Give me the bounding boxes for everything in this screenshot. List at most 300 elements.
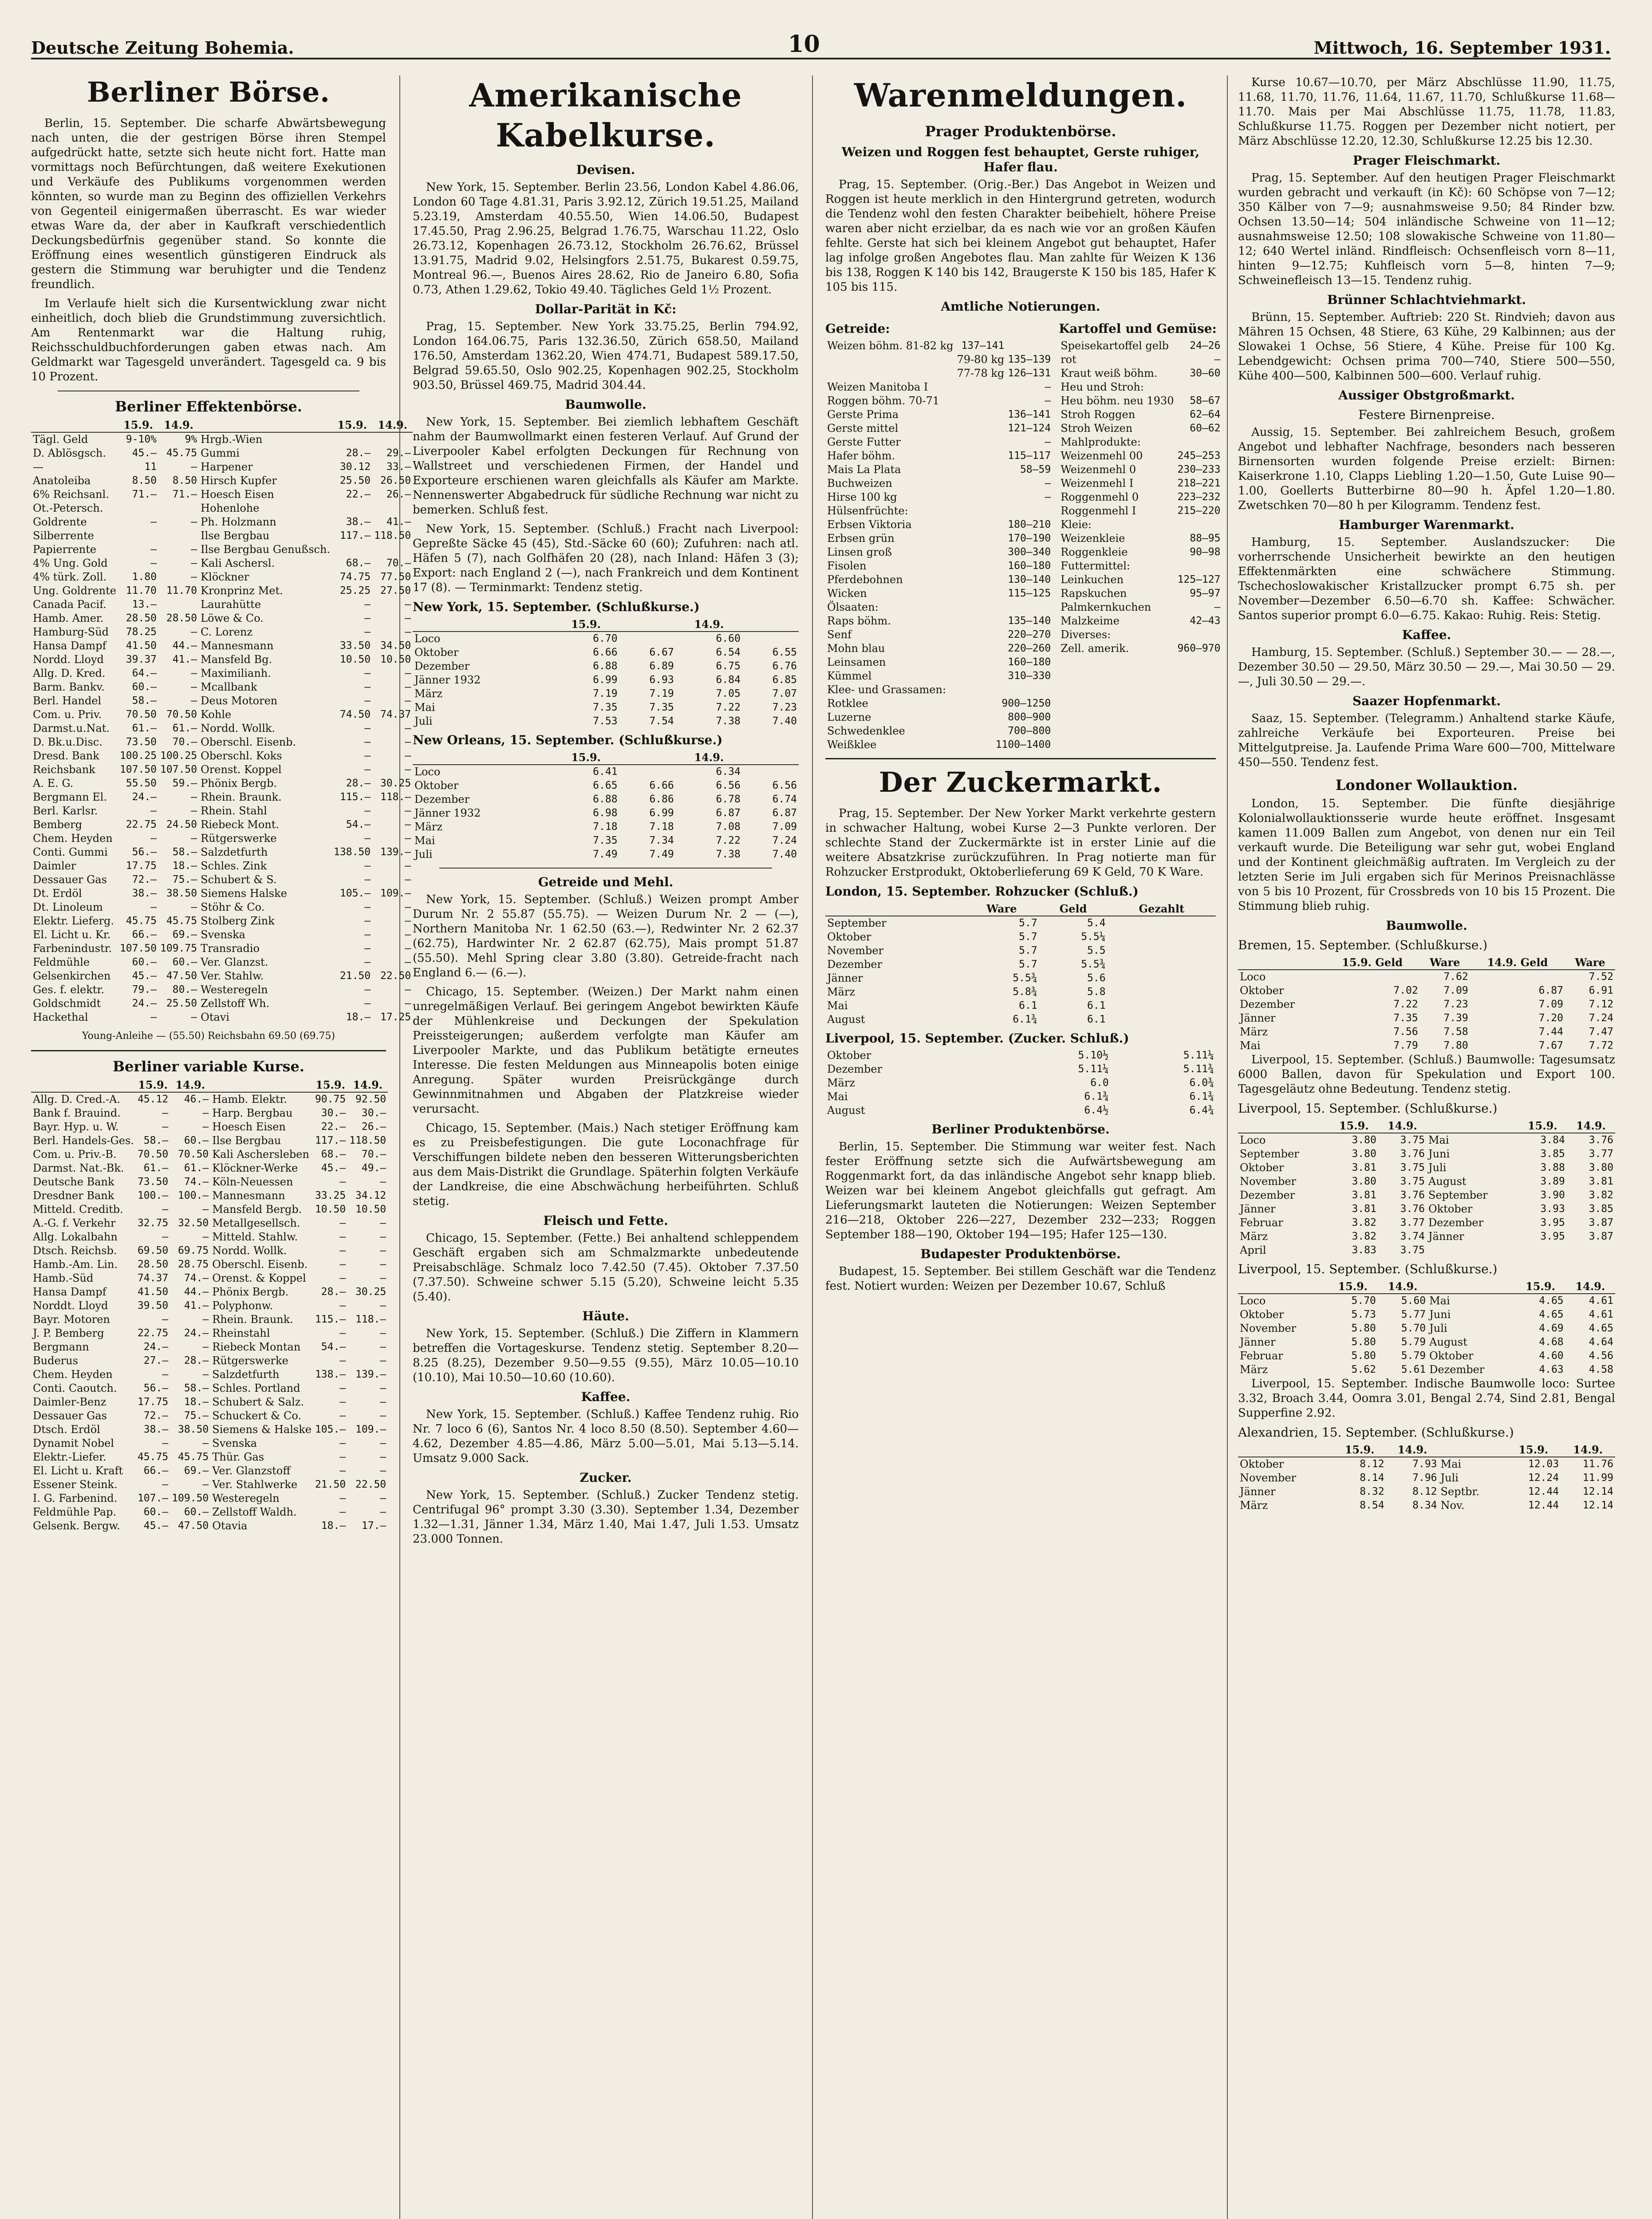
table-cell <box>825 367 955 380</box>
article-paragraph: Liverpool, 15. September. (Schluß.) Baumwolle: Tagesumsatz 6000 Ballen, davon für Spekulation und Export 100. Tagesgeläutz ohne Bedeutung. Tendenz stetig. <box>1238 1053 1615 1096</box>
table-cell: 3.82 <box>1589 1189 1613 1201</box>
table-row <box>31 1203 388 1216</box>
table-cell <box>1168 559 1222 573</box>
table-cell: C. Lorenz <box>201 626 253 638</box>
table-cell: 3.75 <box>1400 1244 1425 1256</box>
table-cell: Septbr. <box>1440 1485 1480 1498</box>
article-paragraph: Chicago, 15. September. (Weizen.) Der Markt nahm einen unregelmäßigen Verlauf. Bei geringem Angebot bewirkten Käufe der Mühlenkreise und Deckungen der Spekulation Preissteigerungen; außerdem verfolgte man Käufer am Liverpooler Markte, und das Publikum betätigte erneutes Interesse. Die festen Meldungen aus Minneapolis boten einige Anregung. Später wurden Preisrückgänge durch Gewinnmitnahmen und Abgaben der Platzkreise wieder verursacht. <box>413 985 799 1116</box>
table-cell: — <box>380 1259 386 1270</box>
table-header-cell: 14.9. <box>170 1078 210 1092</box>
table-header-cell: Ware <box>964 902 1039 916</box>
table-cell: 30.25 <box>380 778 411 789</box>
table-cell: Mitteld. Stahlw. <box>212 1231 298 1243</box>
table-cell: — <box>405 860 411 872</box>
table-row <box>825 697 1053 711</box>
table-cell <box>1108 971 1216 985</box>
table-cell: 7.35 <box>593 835 618 846</box>
table-cell: 7.35 <box>593 702 618 713</box>
section-heading: Brünner Schlachtviehmarkt. <box>1327 292 1526 307</box>
table-cell: Hansa Dampf <box>33 1286 106 1298</box>
table-row <box>413 632 799 646</box>
table-header-cell: 15.9. <box>332 418 372 432</box>
table-cell <box>955 408 1006 422</box>
table-cell: — <box>191 791 197 803</box>
table-row <box>413 820 799 834</box>
table-cell: Dessauer Gas <box>33 873 107 886</box>
table-cell: Hansa Dampf <box>33 640 106 652</box>
table-cell: 6.85 <box>772 674 797 686</box>
table-cell: rot <box>1061 353 1076 366</box>
table-cell: Mai <box>414 701 435 714</box>
table-cell: 5.62 <box>1351 1364 1376 1375</box>
new-orleans-cotton-table <box>413 750 799 861</box>
table-cell: Dezember <box>1428 1216 1484 1229</box>
table-cell: Senf <box>827 628 852 641</box>
article-paragraph: Prag, 15. September. New York 33.75.25, Berlin 794.92, London 164.06.75, Paris 132.36.50, Zürich 658.50, Mailand 176.50, Amsterdam 1362.20, Wien 474.71, Budapest 589.17.50, Belgrad 59.65.50, Oslo 902.25, Kopenhagen 902.25, Stockholm 903.50, Brüssel 469.75, Madrid 304.44. <box>413 320 799 392</box>
table-cell: Mitteld. Creditb. <box>33 1203 123 1216</box>
table-header-cell <box>742 750 799 765</box>
table-cell: — <box>162 1314 169 1325</box>
table-cell: — <box>364 626 371 638</box>
section-heading: Häute. <box>582 1309 629 1323</box>
table-cell: Oktober <box>1240 984 1284 997</box>
table-row <box>31 474 413 488</box>
table-cell: Loco <box>1240 1295 1266 1307</box>
table-cell: 12.03 <box>1528 1458 1559 1470</box>
table-cell: Mannesmann <box>212 1189 285 1202</box>
table-cell: — <box>405 667 411 679</box>
table-row <box>31 845 413 859</box>
table-cell: 6% Reichsanl. <box>33 488 109 501</box>
table-cell: D. Ablösgsch. <box>33 447 106 459</box>
section-heading: Aussiger Obstgroßmarkt. <box>1338 388 1515 403</box>
table-cell: — <box>364 764 371 775</box>
table-row <box>1238 1363 1615 1377</box>
column-3 <box>825 75 1221 2219</box>
table-cell: 58.— <box>132 695 157 707</box>
table-cell: Nordd. Wollk. <box>212 1244 287 1257</box>
table-cell: — <box>339 1327 346 1339</box>
table-row <box>31 1244 388 1258</box>
table-cell: 3.80 <box>1589 1162 1613 1173</box>
table-cell: Hohenlohe <box>201 502 260 514</box>
article-paragraph: London, 15. September. Die fünfte diesjährige Kolonialwollauktionsserie wurde heute eröffnet. Insgesamt kamen 11.009 Ballen zum Angebot, von denen nur ein Teil verkauft wurde. Die Beteiligung war sehr gut, wobei England und der Kontinent gleichmäßig auftraten. Im Vergleich zu der letzten Serie im Juli ergaben sich für Merinos Preisnachlässe von 5 bis 10 Prozent, für Crossbreds von 10 bis 15 Prozent. Die Stimmung blieb ruhig. <box>1238 797 1615 913</box>
table-cell: März <box>414 821 442 833</box>
table-cell: Weizenmehl 0 <box>1061 463 1136 476</box>
liverpool-cotton-table-2 <box>1238 1279 1615 1377</box>
table-cell: 6.60 <box>716 633 741 644</box>
table-cell: 58.— <box>184 1382 209 1394</box>
table-cell: 3.88 <box>1540 1162 1565 1173</box>
table-cell: 22.50 <box>380 970 411 982</box>
table-cell: — <box>339 1300 346 1311</box>
table-cell: 230—233 <box>1177 464 1221 475</box>
table-cell: März <box>827 986 855 998</box>
table-cell: Ilse Bergbau Genußsch. <box>201 543 331 556</box>
table-cell: 139.— <box>355 1369 386 1380</box>
table-cell: Kohle <box>201 708 232 721</box>
table-cell: 7.18 <box>649 821 674 833</box>
table-cell: Rotklee <box>827 697 868 710</box>
table-cell: 7.79 <box>1393 1040 1418 1051</box>
table-cell: 61.— <box>132 723 157 734</box>
table-cell <box>955 394 1006 408</box>
table-cell: — <box>1045 491 1051 503</box>
alexandria-cotton-table <box>1238 1443 1615 1512</box>
table-header-cell: 14.9. <box>1561 1443 1615 1457</box>
table-cell: Roggenmehl 0 <box>1061 491 1139 503</box>
table-cell: 5.70 <box>1351 1295 1376 1307</box>
table-row <box>825 477 1053 490</box>
table-cell <box>1176 435 1222 449</box>
section-heading: Londoner Wollauktion. <box>1335 777 1518 794</box>
table-cell: 56.— <box>143 1382 169 1394</box>
table-cell: Schles. Portland <box>212 1382 300 1394</box>
table-row <box>825 435 1053 449</box>
table-cell: 5.5¾ <box>1013 972 1037 984</box>
table-cell <box>1470 970 1565 984</box>
table-cell <box>372 501 413 515</box>
table-cell: 5.5 <box>1087 945 1106 956</box>
table-cell: 3.81 <box>1589 1176 1613 1187</box>
table-row <box>825 545 1053 559</box>
table-cell: Dtsch. Erdöl <box>33 1423 100 1436</box>
table-cell: 69.50 <box>137 1245 169 1256</box>
table-row <box>31 1519 388 1533</box>
table-row <box>1059 490 1222 504</box>
table-cell: Hafer böhm. <box>827 450 895 462</box>
table-cell: 6.99 <box>593 674 618 686</box>
table-cell: Oktober <box>1428 1203 1473 1215</box>
table-cell: 115.— <box>315 1314 346 1325</box>
table-cell: 5.5¼ <box>1081 931 1106 943</box>
table-cell: 109.50 <box>172 1492 209 1504</box>
table-cell: El. Licht u. Kraft <box>33 1465 123 1477</box>
table-cell: 6.0¾ <box>1189 1077 1214 1089</box>
table-row <box>31 1505 388 1519</box>
table-cell <box>158 598 199 612</box>
table-cell: Malzkeime <box>1061 615 1120 627</box>
table-cell: 6.88 <box>593 660 618 672</box>
table-cell: Salzdetfurth <box>201 846 268 858</box>
page-number: 10 <box>788 31 820 58</box>
table-cell: 4.61 <box>1589 1295 1613 1307</box>
table-cell <box>1518 1244 1567 1257</box>
table-cell: 8.50 <box>172 475 197 486</box>
table-cell: Orenst. & Koppel <box>212 1272 306 1284</box>
table-cell: Heu und Stroh: <box>1061 381 1144 393</box>
table-cell <box>955 380 1006 394</box>
table-cell: 45.75 <box>137 1451 169 1463</box>
table-cell: 6.4½ <box>1084 1105 1109 1116</box>
table-cell: 5.70 <box>1401 1323 1426 1334</box>
section-heading: Prager Fleischmarkt. <box>1352 153 1501 168</box>
table-cell: Salzdetfurth <box>212 1368 280 1381</box>
table-row <box>1238 1188 1615 1202</box>
table-cell: 7.24 <box>1589 1012 1613 1024</box>
table-cell: Mohn blau <box>827 642 885 655</box>
section-heading: Kaffee. <box>1402 628 1451 642</box>
table-header-cell: 15.9. <box>313 1078 347 1092</box>
table-cell: 3.82 <box>1352 1231 1376 1242</box>
table-row <box>31 887 413 900</box>
article-paragraph: Prag, 15. September. Auf den heutigen Prager Fleischmarkt wurden gebracht und verkauft (in Kč): 60 Schöpse von 7—12; 350 Kälber von 7—9; ausnahmsweise 9.50; 84 Rinder bzw. Ochsen 13.50—14; 504 inländische Schweine von 11—12; ausnahmsweise 12.50; 108 slowakische Schweine von 11.80—12; 640 Wertel inländ. Rindfleisch: Ochsenfleisch vorn 8—11, hinten 9—12.75; Kuhfleisch vorn 5—8, hinten 7—9; Schweinefleisch 13—15. Tendenz ruhig. <box>1238 171 1615 287</box>
table-cell: 38.50 <box>178 1424 209 1435</box>
table-cell: 28.— <box>321 1286 346 1298</box>
table-header-cell <box>1238 1443 1333 1457</box>
table-cell: 220—260 <box>1008 643 1051 654</box>
table-cell: 7.19 <box>649 688 674 699</box>
table-cell: Com. u. Priv. <box>33 708 102 721</box>
table-row <box>1059 642 1222 655</box>
table-cell: März <box>1240 1026 1268 1038</box>
table-row <box>31 543 413 557</box>
table-cell: Dt. Erdöl <box>33 887 82 900</box>
table-cell: Thür. Gas <box>212 1451 264 1463</box>
table-cell: — <box>364 998 371 1009</box>
table-cell: 107.50 <box>119 764 157 775</box>
table-cell: 24.50 <box>166 819 197 830</box>
table-cell: — <box>405 929 411 940</box>
table-cell: — <box>364 736 371 748</box>
table-cell: Ilse Bergbau <box>212 1134 281 1147</box>
table-row <box>31 1313 388 1327</box>
table-header-cell <box>31 1078 136 1092</box>
table-cell: Dtsch. Reichsb. <box>33 1244 117 1257</box>
table-cell: 39.50 <box>137 1300 169 1311</box>
table-cell: 61.— <box>184 1162 209 1174</box>
table-header-cell <box>1238 956 1325 970</box>
table-cell: 215—220 <box>1177 505 1221 517</box>
table-cell: 8.12 <box>1360 1458 1384 1470</box>
table-cell: Dezember <box>827 958 883 971</box>
table-cell: 79-80 kg <box>957 353 1005 366</box>
table-cell: Harp. Bergbau <box>212 1107 293 1119</box>
table-row <box>413 687 799 701</box>
table-row <box>825 1013 1216 1027</box>
table-row <box>825 683 1053 697</box>
table-cell: Berl. Karlsr. <box>33 805 98 817</box>
table-cell: 58—67 <box>1190 395 1221 407</box>
table-cell: 160—180 <box>1008 560 1051 572</box>
group-heading: Kartoffel und Gemüse: <box>1059 321 1217 336</box>
table-cell: — <box>202 1121 209 1133</box>
article-paragraph: New York, 15. September. (Schluß.) Weizen prompt Amber Durum Nr. 2 55.87 (55.75). — Weizen Durum Nr. 2 — (—), Northern Manitoba Nr. 1 62.50 (63.—), Redwinter Nr. 2 62.37 (62.75), Hardwinter Nr. 2 62.87 (62.75), Mais prompt 51.87 (55.50). Mehl Spring clear 3.80 (3.80). Getreide-fracht nach England 6.— (6.—). <box>413 893 799 979</box>
table-cell: 4.60 <box>1539 1350 1564 1362</box>
table-cell: — <box>339 1176 346 1188</box>
table-cell: — <box>191 681 197 693</box>
table-row <box>31 1464 388 1478</box>
table-row <box>1238 1133 1615 1147</box>
table-cell: — <box>339 1231 346 1243</box>
table-cell: Oktober <box>1240 1458 1284 1470</box>
table-cell: November <box>1240 1472 1297 1484</box>
table-cell <box>118 501 158 515</box>
table-cell: 138.50 <box>334 846 371 858</box>
table-cell: 21.50 <box>339 970 371 982</box>
table-cell: 92.50 <box>355 1094 386 1105</box>
table-cell: Rheinstahl <box>212 1327 270 1339</box>
table-cell: Hoesch Eisen <box>212 1121 286 1133</box>
table-cell: 5.73 <box>1351 1309 1376 1320</box>
table-cell: 7.96 <box>1412 1472 1437 1484</box>
table-cell: 38.— <box>132 888 157 899</box>
table-cell: 27.— <box>143 1355 169 1366</box>
table-row <box>31 1340 388 1354</box>
table-cell: — <box>202 1204 209 1215</box>
table-cell: 29.— <box>386 447 411 459</box>
table-cell: 700—800 <box>1008 725 1051 737</box>
table-cell: Stroh Weizen <box>1061 422 1133 434</box>
table-cell: 160—180 <box>1008 656 1051 668</box>
table-cell: 3.87 <box>1589 1217 1613 1228</box>
table-cell: — <box>150 1011 157 1023</box>
table-cell: — <box>191 805 197 817</box>
section-heading: Berliner Produktenbörse. <box>931 1122 1110 1137</box>
table-row <box>1059 614 1222 628</box>
effektenboerse-footnote: Young-Anleihe — (55.50) Reichsbahn 69.50 (69.75) <box>82 1031 335 1042</box>
table-cell: Dt. Linoleum <box>33 901 103 913</box>
table-cell: Fisolen <box>827 560 867 572</box>
table-cell: 8.14 <box>1360 1472 1384 1484</box>
table-cell: — <box>405 626 411 638</box>
table-cell: Februar <box>1240 1350 1283 1362</box>
table-cell: Chem. Heyden <box>33 832 113 845</box>
table-row <box>1059 628 1222 642</box>
table-row <box>1059 367 1222 380</box>
table-cell: 41.— <box>172 654 197 665</box>
table-cell: Jänner <box>827 972 863 984</box>
table-header-cell: Gezahlt <box>1108 902 1216 916</box>
table-cell: Juli <box>1440 1472 1459 1484</box>
table-cell: 7.39 <box>1443 1012 1468 1024</box>
table-cell: 26.50 <box>380 475 411 486</box>
table-cell: — <box>339 1451 346 1463</box>
table-cell: Bayr. Motoren <box>33 1313 110 1326</box>
table-row <box>825 655 1053 669</box>
table-row <box>825 669 1053 683</box>
table-cell: Weizenmehl I <box>1061 477 1134 490</box>
table-cell: 74.50 <box>339 709 371 720</box>
section-heading: Budapester Produktenbörse. <box>920 1247 1121 1261</box>
table-header-cell: 14.9. <box>1565 1279 1615 1294</box>
table-cell: Conti. Caoutch. <box>33 1382 117 1394</box>
table-cell: — <box>1045 436 1051 448</box>
table-cell: — <box>150 901 157 913</box>
table-cell: 7.18 <box>593 821 618 833</box>
table-cell: Nordd. Lloyd <box>33 653 104 666</box>
table-cell: 12.44 <box>1528 1500 1559 1511</box>
table-cell: 220—270 <box>1008 629 1051 640</box>
table-cell: — <box>380 1341 386 1353</box>
article-paragraph: New York, 15. September. (Schluß.) Fracht nach Liverpool: Gepreßte Säcke 45 (45), Std.-Säcke 60 (60); Zufuhren: nach atl. Häfen 5 (7), nach Golfhäfen 20 (28), nach Inland: Häfen 3 (3); Export: nach England 2 (—), nach Frankreich und dem Kontinent 17 (8). — Terminmarkt: Tendenz stetig. <box>413 522 799 594</box>
table-cell: 7.05 <box>716 688 741 699</box>
table-cell: 77.50 <box>380 571 411 583</box>
table-cell: — <box>1045 381 1051 393</box>
table-cell: — <box>191 695 197 707</box>
table-cell: — <box>405 833 411 844</box>
table-cell: 71.— <box>132 489 157 500</box>
table-cell: Hirse 100 kg <box>827 491 897 503</box>
table-row <box>1059 449 1222 463</box>
table-cell: — <box>150 557 157 569</box>
table-cell: Dezember <box>414 793 470 805</box>
table-cell: — <box>380 1245 386 1256</box>
table-cell: 22.50 <box>355 1479 386 1490</box>
table-cell: 22.75 <box>126 819 157 830</box>
table-header-cell <box>619 750 676 765</box>
table-cell: 3.85 <box>1589 1203 1613 1215</box>
table-cell: 6.78 <box>716 794 741 805</box>
table-cell: 11.76 <box>1582 1458 1613 1470</box>
table-cell: — <box>162 1369 169 1380</box>
table-row <box>31 1120 388 1134</box>
table-cell: Reichsbank <box>33 763 95 776</box>
table-cell: 70.— <box>386 557 411 569</box>
table-cell: 44.— <box>172 640 197 651</box>
column-4 <box>1238 75 1615 2219</box>
table-cell: Schwedenklee <box>827 725 905 737</box>
table-header-cell <box>31 418 118 432</box>
table-header-cell: Ware <box>1565 956 1615 970</box>
table-cell: Diverses: <box>1061 628 1111 641</box>
table-cell: Oberschl. Koks <box>201 750 282 762</box>
table-row <box>413 673 799 687</box>
table-cell: Gerste mittel <box>827 422 899 434</box>
table-row <box>31 983 413 997</box>
table-cell <box>1108 944 1216 958</box>
table-caption: Bremen, 15. September. (Schlußkurse.) <box>1238 938 1488 952</box>
table-row <box>825 1090 1216 1104</box>
table-cell: Deutsche Bank <box>33 1176 114 1188</box>
table-header-cell: 14.9. <box>676 750 742 765</box>
table-cell: Silberrente <box>33 529 94 542</box>
masthead-title: Deutsche Zeitung Bohemia. <box>31 38 294 58</box>
kabelkurse-title: Amerikanische Kabelkurse. <box>469 76 742 154</box>
table-row <box>31 1409 388 1423</box>
table-cell: 72.— <box>143 1410 169 1421</box>
table-cell: 170—190 <box>1008 533 1051 544</box>
table-cell: 60.— <box>172 956 197 968</box>
table-header-cell: 14.9. <box>372 418 413 432</box>
table-cell: 126—131 <box>1008 367 1051 379</box>
table-row <box>31 1189 388 1203</box>
table-cell: — <box>191 667 197 679</box>
table-cell: 12.14 <box>1582 1486 1613 1497</box>
table-header-cell: 14.9. <box>1386 1443 1439 1457</box>
table-cell: 18.— <box>172 860 197 872</box>
table-cell: — <box>339 1245 346 1256</box>
table-row <box>825 614 1053 628</box>
table-row <box>1059 532 1222 545</box>
table-row <box>825 916 1216 930</box>
table-row <box>1059 408 1222 422</box>
table-row <box>825 449 1053 463</box>
table-cell: Oberschl. Eisenb. <box>201 736 296 748</box>
table-row <box>413 806 799 820</box>
table-cell: — <box>364 681 371 693</box>
table-row <box>31 570 413 584</box>
table-cell: 4% türk. Zoll. <box>33 571 107 583</box>
table-cell: 28.— <box>346 447 371 459</box>
table-cell: 3.83 <box>1352 1244 1376 1256</box>
table-cell: Jänner <box>1240 1485 1276 1498</box>
table-cell: Hamburg-Süd <box>33 626 109 638</box>
table-cell: 25.50 <box>166 998 197 1009</box>
table-header-cell <box>825 902 964 916</box>
table-row <box>31 804 413 818</box>
table-cell: — <box>1045 478 1051 489</box>
